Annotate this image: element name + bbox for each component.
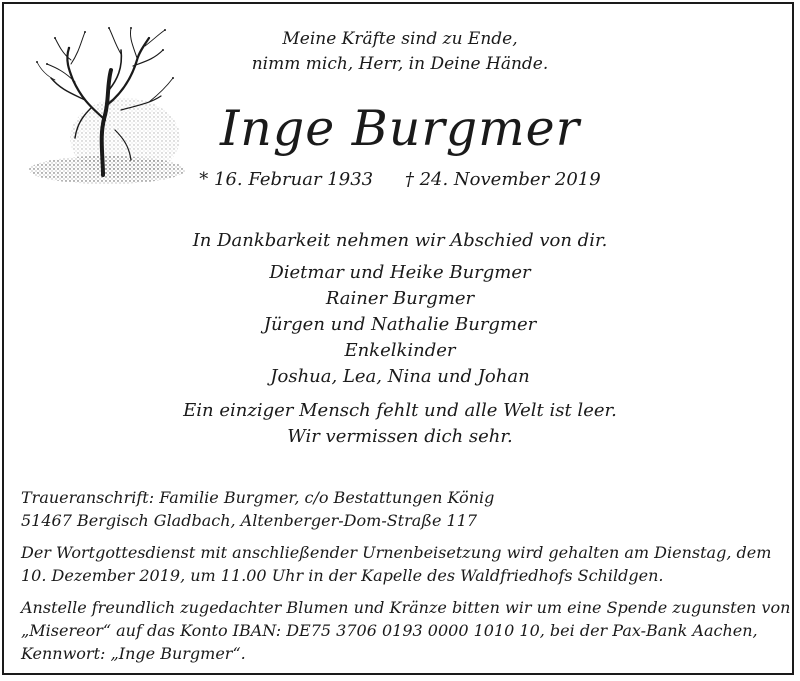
motto-line: nimm mich, Herr, in Deine Hände. [251, 54, 549, 74]
service-line: 10. Dezember 2019, um 11.00 Uhr in der Kapelle des Waldfriedhofs Schildgen. [21, 566, 664, 585]
donation-info [21, 596, 793, 665]
motto-line: Meine Kräfte sind zu Ende, [282, 29, 518, 49]
closing-line: Ein einziger Mensch fehlt und alle Welt ist leer. [183, 400, 617, 421]
mourner: Rainer Burgmer [325, 288, 475, 309]
mourner: Joshua, Lea, Nina und Johan [270, 366, 530, 387]
address-line: Traueranschrift: Familie Burgmer, c/o Bestattungen König [21, 488, 495, 507]
deceased-name: Inge Burgmer [219, 100, 581, 157]
address-line: 51467 Bergisch Gladbach, Altenberger-Dom-Straße 117 [21, 511, 478, 530]
service-info [21, 541, 793, 587]
donation-line: Anstelle freundlich zugedachter Blumen und Kränze bitten wir um eine Spende zugunsten von [21, 598, 791, 617]
mourners-list [0, 260, 800, 390]
closing-line: Wir vermissen dich sehr. [287, 426, 513, 447]
farewell-line: In Dankbarkeit nehmen wir Abschied von dir. [192, 230, 608, 251]
mourner: Dietmar und Heike Burgmer [269, 262, 531, 283]
mourner: Jürgen und Nathalie Burgmer [263, 314, 537, 335]
mourner: Enkelkinder [344, 340, 456, 361]
donation-line: „Misereor“ auf das Konto IBAN: DE75 3706 0193 0000 1010 10, bei der Pax-Bank Aachen, [21, 621, 758, 640]
motto [0, 27, 800, 77]
service-line: Der Wortgottesdienst mit anschließender Urnenbeisetzung wird gehalten am Dienstag, dem [21, 543, 772, 562]
mourning-address [21, 486, 793, 532]
donation-line: Kennwort: „Inge Burgmer“. [21, 644, 246, 663]
closing-verse [0, 398, 800, 450]
life-dates [0, 167, 800, 193]
death-date: † 24. November 2019 [404, 169, 601, 190]
birth-date: * 16. Februar 1933 [199, 169, 374, 190]
